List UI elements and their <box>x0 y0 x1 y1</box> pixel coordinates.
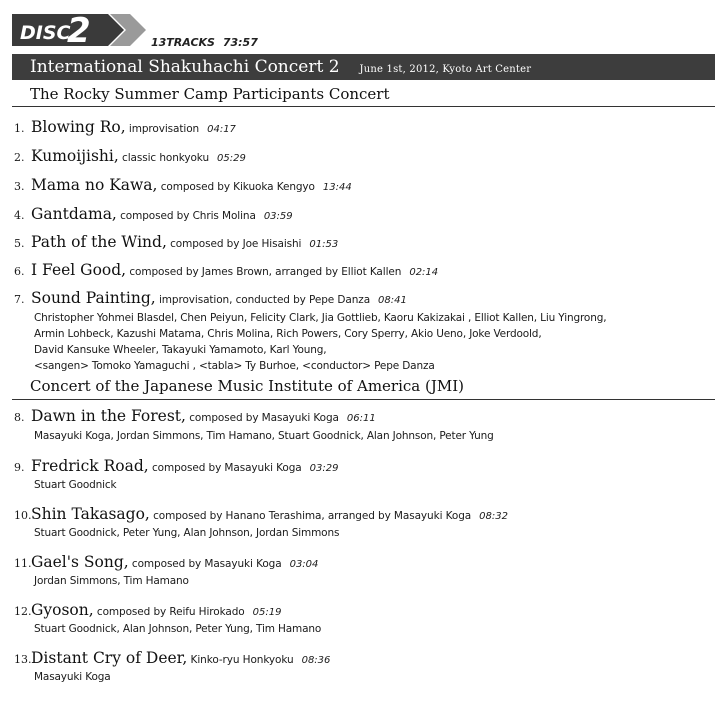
track-item <box>14 117 236 136</box>
track-duration: 08:32 <box>479 511 508 522</box>
track-duration: 01:53 <box>309 239 339 250</box>
track-number: 5. <box>14 237 25 250</box>
disc-badge <box>12 11 130 51</box>
track-duration: 04:17 <box>207 124 236 135</box>
track-title: Sound Painting, <box>31 289 156 307</box>
track-title: Shin Takasago, <box>31 505 150 523</box>
track-item <box>14 406 376 425</box>
track-item <box>14 232 338 251</box>
track-performers: David Kansuke Wheeler, Takayuki Yamamoto, Karl Young, <box>34 344 327 356</box>
track-count: 13TRACKS <box>151 36 215 49</box>
track-credit: improvisation, conducted by Pepe Danza <box>155 294 371 306</box>
section-divider <box>12 399 715 400</box>
track-number: 9. <box>14 461 25 474</box>
track-credit: composed by Masayuki Koga <box>128 558 282 570</box>
track-title: Fredrick Road, <box>31 457 149 475</box>
track-credit: improvisation <box>125 123 200 135</box>
total-duration: 73:57 <box>222 36 258 49</box>
disc-label: DISC <box>20 22 71 44</box>
track-item <box>14 288 407 307</box>
track-credit: composed by James Brown, arranged by Elliot Kallen <box>126 266 402 278</box>
track-item <box>14 260 438 279</box>
track-item <box>14 204 293 223</box>
disc-number: 2 <box>67 11 91 51</box>
track-number: 7. <box>14 293 25 306</box>
track-title: Gael's Song, <box>31 553 129 571</box>
track-credit: composed by Masayuki Koga <box>185 412 339 424</box>
track-credit: composed by Hanano Terashima, arranged by Masayuki Koga <box>149 510 472 522</box>
track-title: Gyoson, <box>31 601 94 619</box>
track-number: 8. <box>14 411 25 424</box>
track-item <box>14 175 352 194</box>
track-performers: Stuart Goodnick, Peter Yung, Alan Johnson, Jordan Simmons <box>34 527 340 539</box>
track-performers: Armin Lohbeck, Kazushi Matama, Chris Molina, Rich Powers, Cory Sperry, Akio Ueno, Joke Verdoold, <box>34 328 542 340</box>
track-title: Kumoijishi, <box>31 147 119 165</box>
track-title: Dawn in the Forest, <box>31 407 186 425</box>
track-title: Mama no Kawa, <box>31 176 158 194</box>
track-duration: 13:44 <box>322 182 352 193</box>
track-title: Path of the Wind, <box>31 233 167 251</box>
track-credit: classic honkyoku <box>118 152 210 164</box>
section-title: Concert of the Japanese Music Institute of America (JMI) <box>30 377 464 395</box>
track-number: 4. <box>14 209 25 222</box>
track-credit: Kinko-ryu Honkyoku <box>187 654 294 666</box>
track-credit: composed by Masayuki Koga <box>148 462 302 474</box>
track-duration: 02:14 <box>409 267 439 278</box>
track-item <box>14 648 330 667</box>
track-performers: Masayuki Koga <box>34 671 111 683</box>
concert-date: June 1st, 2012, Kyoto Art Center <box>359 64 532 75</box>
track-item <box>14 504 508 523</box>
section-title: The Rocky Summer Camp Participants Concert <box>30 85 390 103</box>
track-title: I Feel Good, <box>31 261 127 279</box>
track-duration: 03:04 <box>289 559 319 570</box>
concert-header-bar <box>12 54 715 80</box>
track-duration: 08:41 <box>378 295 407 306</box>
tracks-info <box>151 36 258 49</box>
track-item <box>14 146 246 165</box>
track-performers: Christopher Yohmei Blasdel, Chen Peiyun, Felicity Clark, Jia Gottlieb, Kaoru Kakizakai , Elliot Kallen, Liu Yingrong, <box>34 312 607 324</box>
track-number: 10. <box>14 509 32 522</box>
track-duration: 05:19 <box>252 607 282 618</box>
track-performers: Masayuki Koga, Jordan Simmons, Tim Hamano, Stuart Goodnick, Alan Johnson, Peter Yung <box>34 430 494 442</box>
track-duration: 08:36 <box>301 655 331 666</box>
track-number: 3. <box>14 180 25 193</box>
track-performers: Stuart Goodnick <box>34 479 117 491</box>
track-performers: Jordan Simmons, Tim Hamano <box>34 575 189 587</box>
concert-title: International Shakuhachi Concert 2 <box>30 57 340 77</box>
track-credit: composed by Chris Molina <box>116 210 256 222</box>
track-item <box>14 456 338 475</box>
track-performers: Stuart Goodnick, Alan Johnson, Peter Yung, Tim Hamano <box>34 623 322 635</box>
track-duration: 05:29 <box>217 153 246 164</box>
track-number: 12. <box>14 605 32 618</box>
track-item <box>14 552 318 571</box>
track-title: Distant Cry of Deer, <box>31 649 188 667</box>
track-number: 2. <box>14 151 25 164</box>
track-credit: composed by Kikuoka Kengyo <box>157 181 315 193</box>
track-title: Blowing Ro, <box>31 118 126 136</box>
track-number: 6. <box>14 265 25 278</box>
track-performers: <sangen> Tomoko Yamaguchi , <tabla> Ty Burhoe, <conductor> Pepe Danza <box>34 360 435 372</box>
track-duration: 06:11 <box>346 413 376 424</box>
track-duration: 03:59 <box>263 211 293 222</box>
track-duration: 03:29 <box>309 463 339 474</box>
track-credit: composed by Joe Hisaishi <box>166 238 302 250</box>
track-item <box>14 600 281 619</box>
track-title: Gantdama, <box>31 205 117 223</box>
track-number: 1. <box>14 122 25 135</box>
track-number: 13. <box>14 653 32 666</box>
track-credit: composed by Reifu Hirokado <box>93 606 245 618</box>
section-divider <box>12 106 715 107</box>
track-number: 11. <box>14 557 32 570</box>
